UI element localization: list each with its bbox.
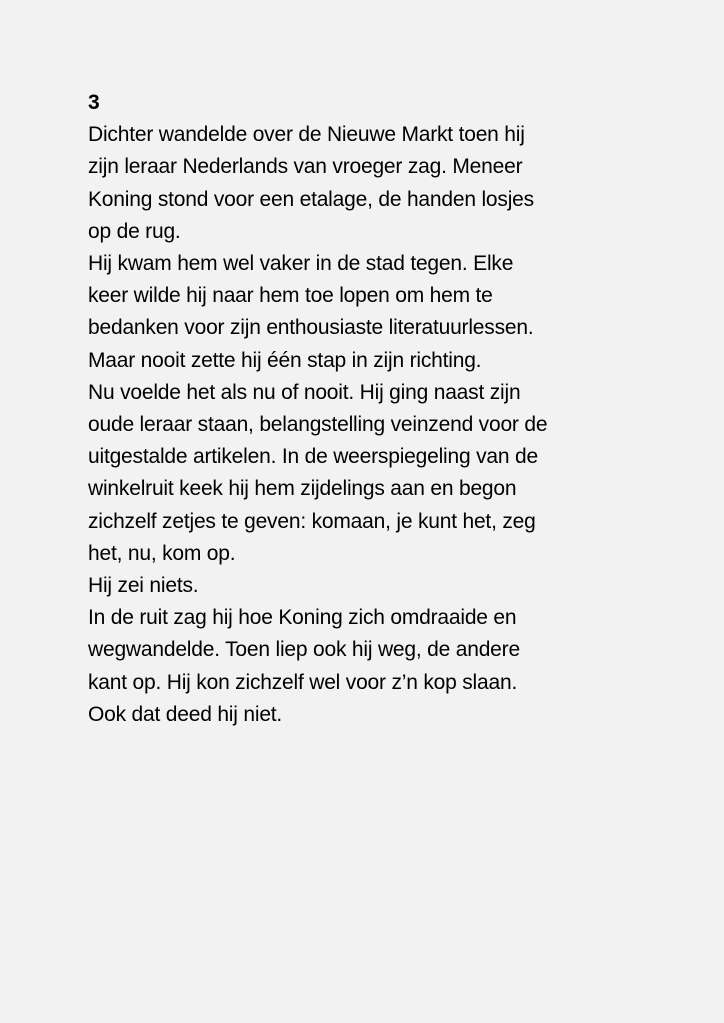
text-line-1: Dichter wandelde over de Nieuwe Markt toen hij xyxy=(88,123,525,147)
chapter-number: 3 xyxy=(88,91,100,114)
text-line-18: kant op. Hij kon zichzelf wel voor z’n kop slaan. xyxy=(88,670,518,694)
text-line-13: zichzelf zetjes te geven: komaan, je kunt het, zeg xyxy=(88,509,536,533)
text-line-19: Ook dat deed hij niet. xyxy=(88,702,283,726)
text-line-10: oude leraar staan, belangstelling veinzend voor de xyxy=(88,413,548,437)
text-line-2: zijn leraar Nederlands van vroeger zag. Meneer xyxy=(88,155,523,179)
story-text xyxy=(88,87,688,731)
text-line-15: Hij zei niets. xyxy=(88,574,199,598)
text-line-17: wegwandelde. Toen liep ook hij weg, de andere xyxy=(88,638,520,662)
text-line-9: Nu voelde het als nu of nooit. Hij ging naast zijn xyxy=(88,380,521,404)
text-line-5: Hij kwam hem wel vaker in de stad tegen. Elke xyxy=(88,252,514,276)
text-line-16: In de ruit zag hij hoe Koning zich omdraaide en xyxy=(88,606,517,630)
text-line-14: het, nu, kom op. xyxy=(88,541,236,565)
text-line-8: Maar nooit zette hij één stap in zijn richting. xyxy=(88,348,482,372)
text-line-12: winkelruit keek hij hem zijdelings aan en begon xyxy=(88,477,517,501)
text-line-4: op de rug. xyxy=(88,219,181,243)
text-line-3: Koning stond voor een etalage, de handen losjes xyxy=(88,187,534,211)
text-line-7: bedanken voor zijn enthousiaste literatuurlessen. xyxy=(88,316,534,340)
text-line-6: keer wilde hij naar hem toe lopen om hem te xyxy=(88,284,493,308)
text-line-11: uitgestalde artikelen. In de weerspiegeling van de xyxy=(88,445,538,469)
